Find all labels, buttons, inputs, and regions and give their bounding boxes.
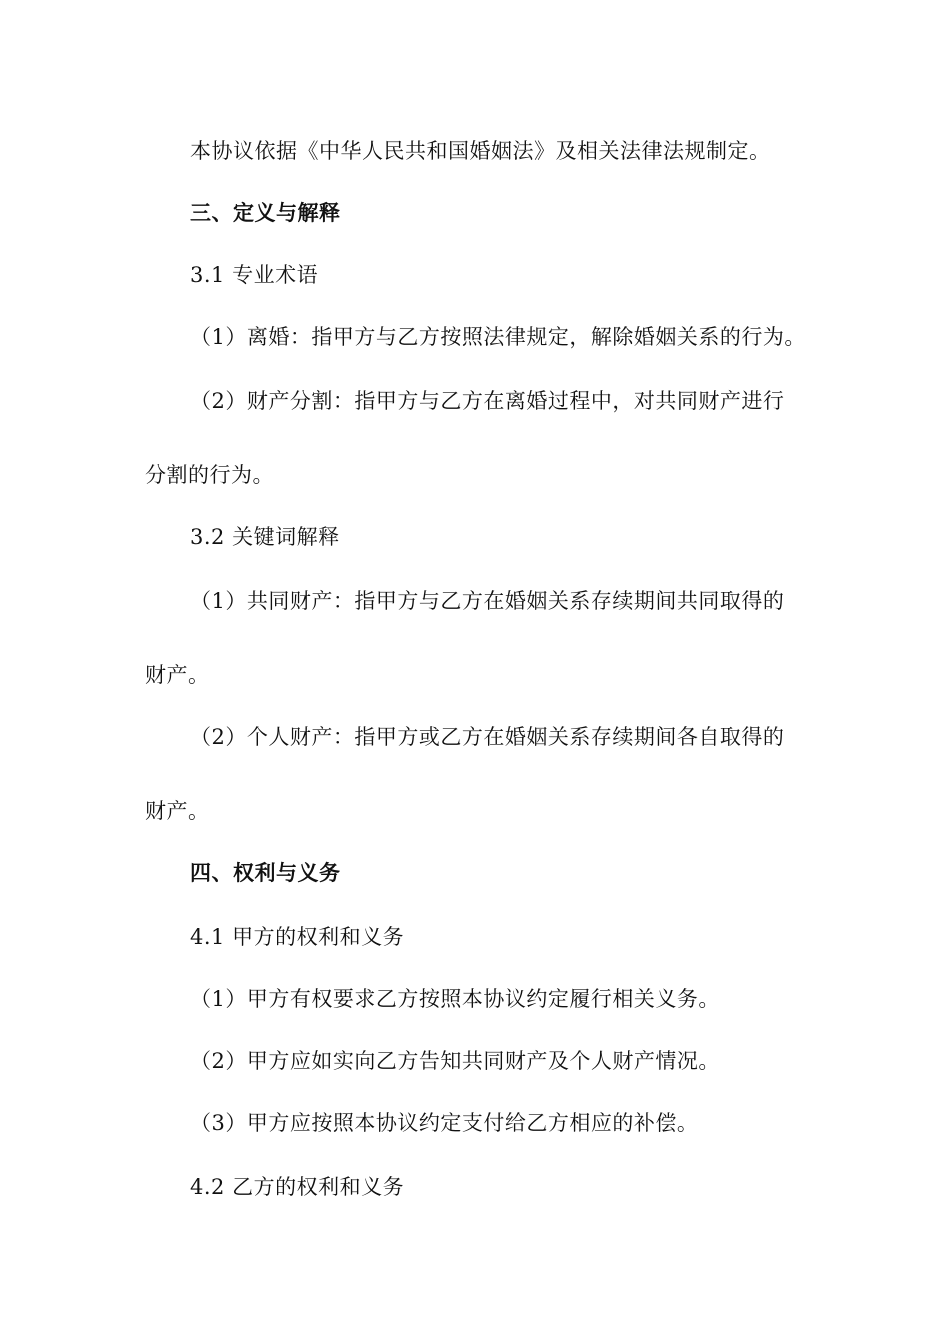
section-heading-definitions: 三、定义与解释 xyxy=(190,201,341,225)
subsection-heading-keywords: 3.2 关键词解释 xyxy=(190,525,340,549)
paragraph-joint-property: （1）共同财产：指甲方与乙方在婚姻关系存续期间共同取得的 xyxy=(190,589,785,613)
subsection-heading-party-b: 4.2 乙方的权利和义务 xyxy=(190,1175,405,1199)
paragraph-divorce-definition: （1）离婚：指甲方与乙方按照法律规定，解除婚姻关系的行为。 xyxy=(190,325,806,349)
paragraph-party-a-right-1: （1）甲方有权要求乙方按照本协议约定履行相关义务。 xyxy=(190,987,720,1011)
subsection-heading-party-a: 4.1 甲方的权利和义务 xyxy=(190,925,405,949)
subsection-heading-terms: 3.1 专业术语 xyxy=(190,263,319,287)
paragraph-personal-property: （2）个人财产：指甲方或乙方在婚姻关系存续期间各自取得的 xyxy=(190,725,785,749)
paragraph-joint-property-cont: 财产。 xyxy=(145,663,210,687)
paragraph-property-division-cont: 分割的行为。 xyxy=(145,463,274,487)
paragraph-party-a-duty-3: （3）甲方应按照本协议约定支付给乙方相应的补偿。 xyxy=(190,1111,699,1135)
section-heading-rights: 四、权利与义务 xyxy=(190,861,341,885)
paragraph-property-division: （2）财产分割：指甲方与乙方在离婚过程中，对共同财产进行 xyxy=(190,389,785,413)
paragraph-party-a-duty-2: （2）甲方应如实向乙方告知共同财产及个人财产情况。 xyxy=(190,1049,720,1073)
paragraph-personal-property-cont: 财产。 xyxy=(145,799,210,823)
paragraph-legal-basis: 本协议依据《中华人民共和国婚姻法》及相关法律法规制定。 xyxy=(190,139,771,163)
